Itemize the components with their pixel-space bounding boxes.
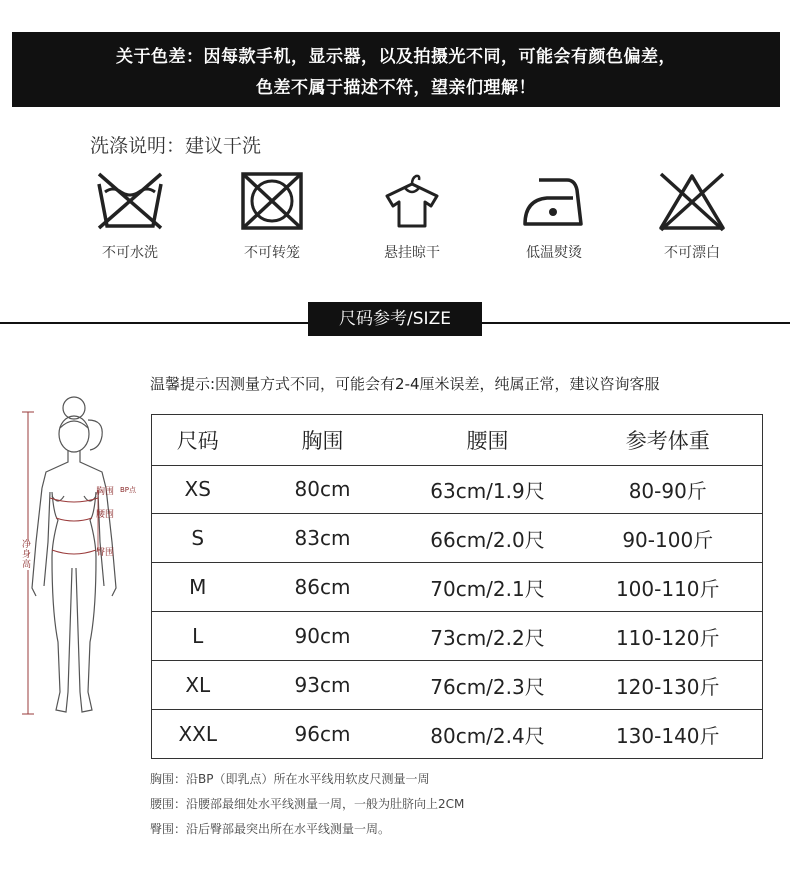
hip-label: 臀围	[96, 548, 115, 558]
hang-dry-icon	[375, 170, 449, 232]
care-label: 悬挂晾干	[384, 245, 440, 261]
no-bleach-icon	[655, 170, 729, 232]
waist-measurement-note: 腰围：沿腰部最细处水平线测量一周，一般为肚脐向上2CM	[150, 797, 465, 811]
col-header-chest: 胸围	[244, 415, 402, 466]
care-item-no-wash	[70, 170, 190, 262]
table-row	[152, 661, 763, 710]
care-item-no-tumble	[212, 170, 332, 262]
wash-instructions-title: 洗涤说明：建议干洗	[90, 135, 262, 157]
cell-weight: 130-140斤	[574, 710, 763, 759]
cell-size: M	[152, 563, 244, 612]
no-wash-icon	[93, 170, 167, 232]
care-item-hang-dry	[352, 170, 472, 262]
cell-waist: 76cm/2.3尺	[402, 661, 574, 710]
cell-size: S	[152, 514, 244, 563]
cell-chest: 90cm	[244, 612, 402, 661]
bp-label: BP点	[120, 486, 137, 494]
cell-size: XS	[152, 465, 244, 514]
table-row	[152, 710, 763, 759]
cell-size: XXL	[152, 710, 244, 759]
cell-waist: 66cm/2.0尺	[402, 514, 574, 563]
care-item-no-bleach	[632, 170, 752, 262]
hip-measurement-note: 臀围：沿后臀部最突出所在水平线测量一周。	[150, 822, 391, 836]
cell-size: XL	[152, 661, 244, 710]
height-label: 净身高	[22, 540, 32, 570]
cell-weight: 90-100斤	[574, 514, 763, 563]
cell-size: L	[152, 612, 244, 661]
low-iron-icon	[517, 170, 591, 232]
cell-chest: 86cm	[244, 563, 402, 612]
chest-measurement-note: 胸围：沿BP（即乳点）所在水平线用软皮尺测量一周	[150, 772, 430, 786]
size-section-title: 尺码参考/SIZE	[308, 302, 482, 336]
col-header-weight: 参考体重	[574, 415, 763, 466]
care-label: 低温熨烫	[526, 245, 582, 261]
chest-label: 胸围	[96, 487, 115, 497]
col-header-size: 尺码	[152, 415, 244, 466]
cell-weight: 110-120斤	[574, 612, 763, 661]
cell-waist: 63cm/1.9尺	[402, 465, 574, 514]
measurement-notice: 温馨提示:因测量方式不同，可能会有2-4厘米误差，纯属正常，建议咨询客服	[150, 375, 660, 393]
body-measurement-figure	[18, 392, 158, 726]
cell-waist: 73cm/2.2尺	[402, 612, 574, 661]
waist-label: 腰围	[96, 510, 115, 520]
table-row	[152, 514, 763, 563]
table-row	[152, 563, 763, 612]
table-header-row	[152, 415, 763, 466]
body-outline-illustration	[18, 392, 158, 722]
disclaimer-line-2: 色差不属于描述不符，望亲们理解！	[256, 78, 536, 98]
cell-chest: 93cm	[244, 661, 402, 710]
col-header-waist: 腰围	[402, 415, 574, 466]
care-label: 不可水洗	[102, 245, 158, 261]
table-row	[152, 465, 763, 514]
size-chart-table	[151, 414, 763, 759]
cell-chest: 80cm	[244, 465, 402, 514]
cell-weight: 100-110斤	[574, 563, 763, 612]
cell-chest: 83cm	[244, 514, 402, 563]
cell-waist: 70cm/2.1尺	[402, 563, 574, 612]
care-label: 不可转笼	[244, 245, 300, 261]
color-disclaimer-banner	[12, 32, 780, 107]
cell-weight: 80-90斤	[574, 465, 763, 514]
no-tumble-dry-icon	[235, 170, 309, 232]
care-item-low-iron	[494, 170, 614, 262]
cell-waist: 80cm/2.4尺	[402, 710, 574, 759]
disclaimer-line-1: 关于色差：因每款手机，显示器，以及拍摄光不同，可能会有颜色偏差，	[116, 47, 676, 67]
cell-weight: 120-130斤	[574, 661, 763, 710]
table-row	[152, 612, 763, 661]
care-label: 不可漂白	[664, 245, 720, 261]
cell-chest: 96cm	[244, 710, 402, 759]
